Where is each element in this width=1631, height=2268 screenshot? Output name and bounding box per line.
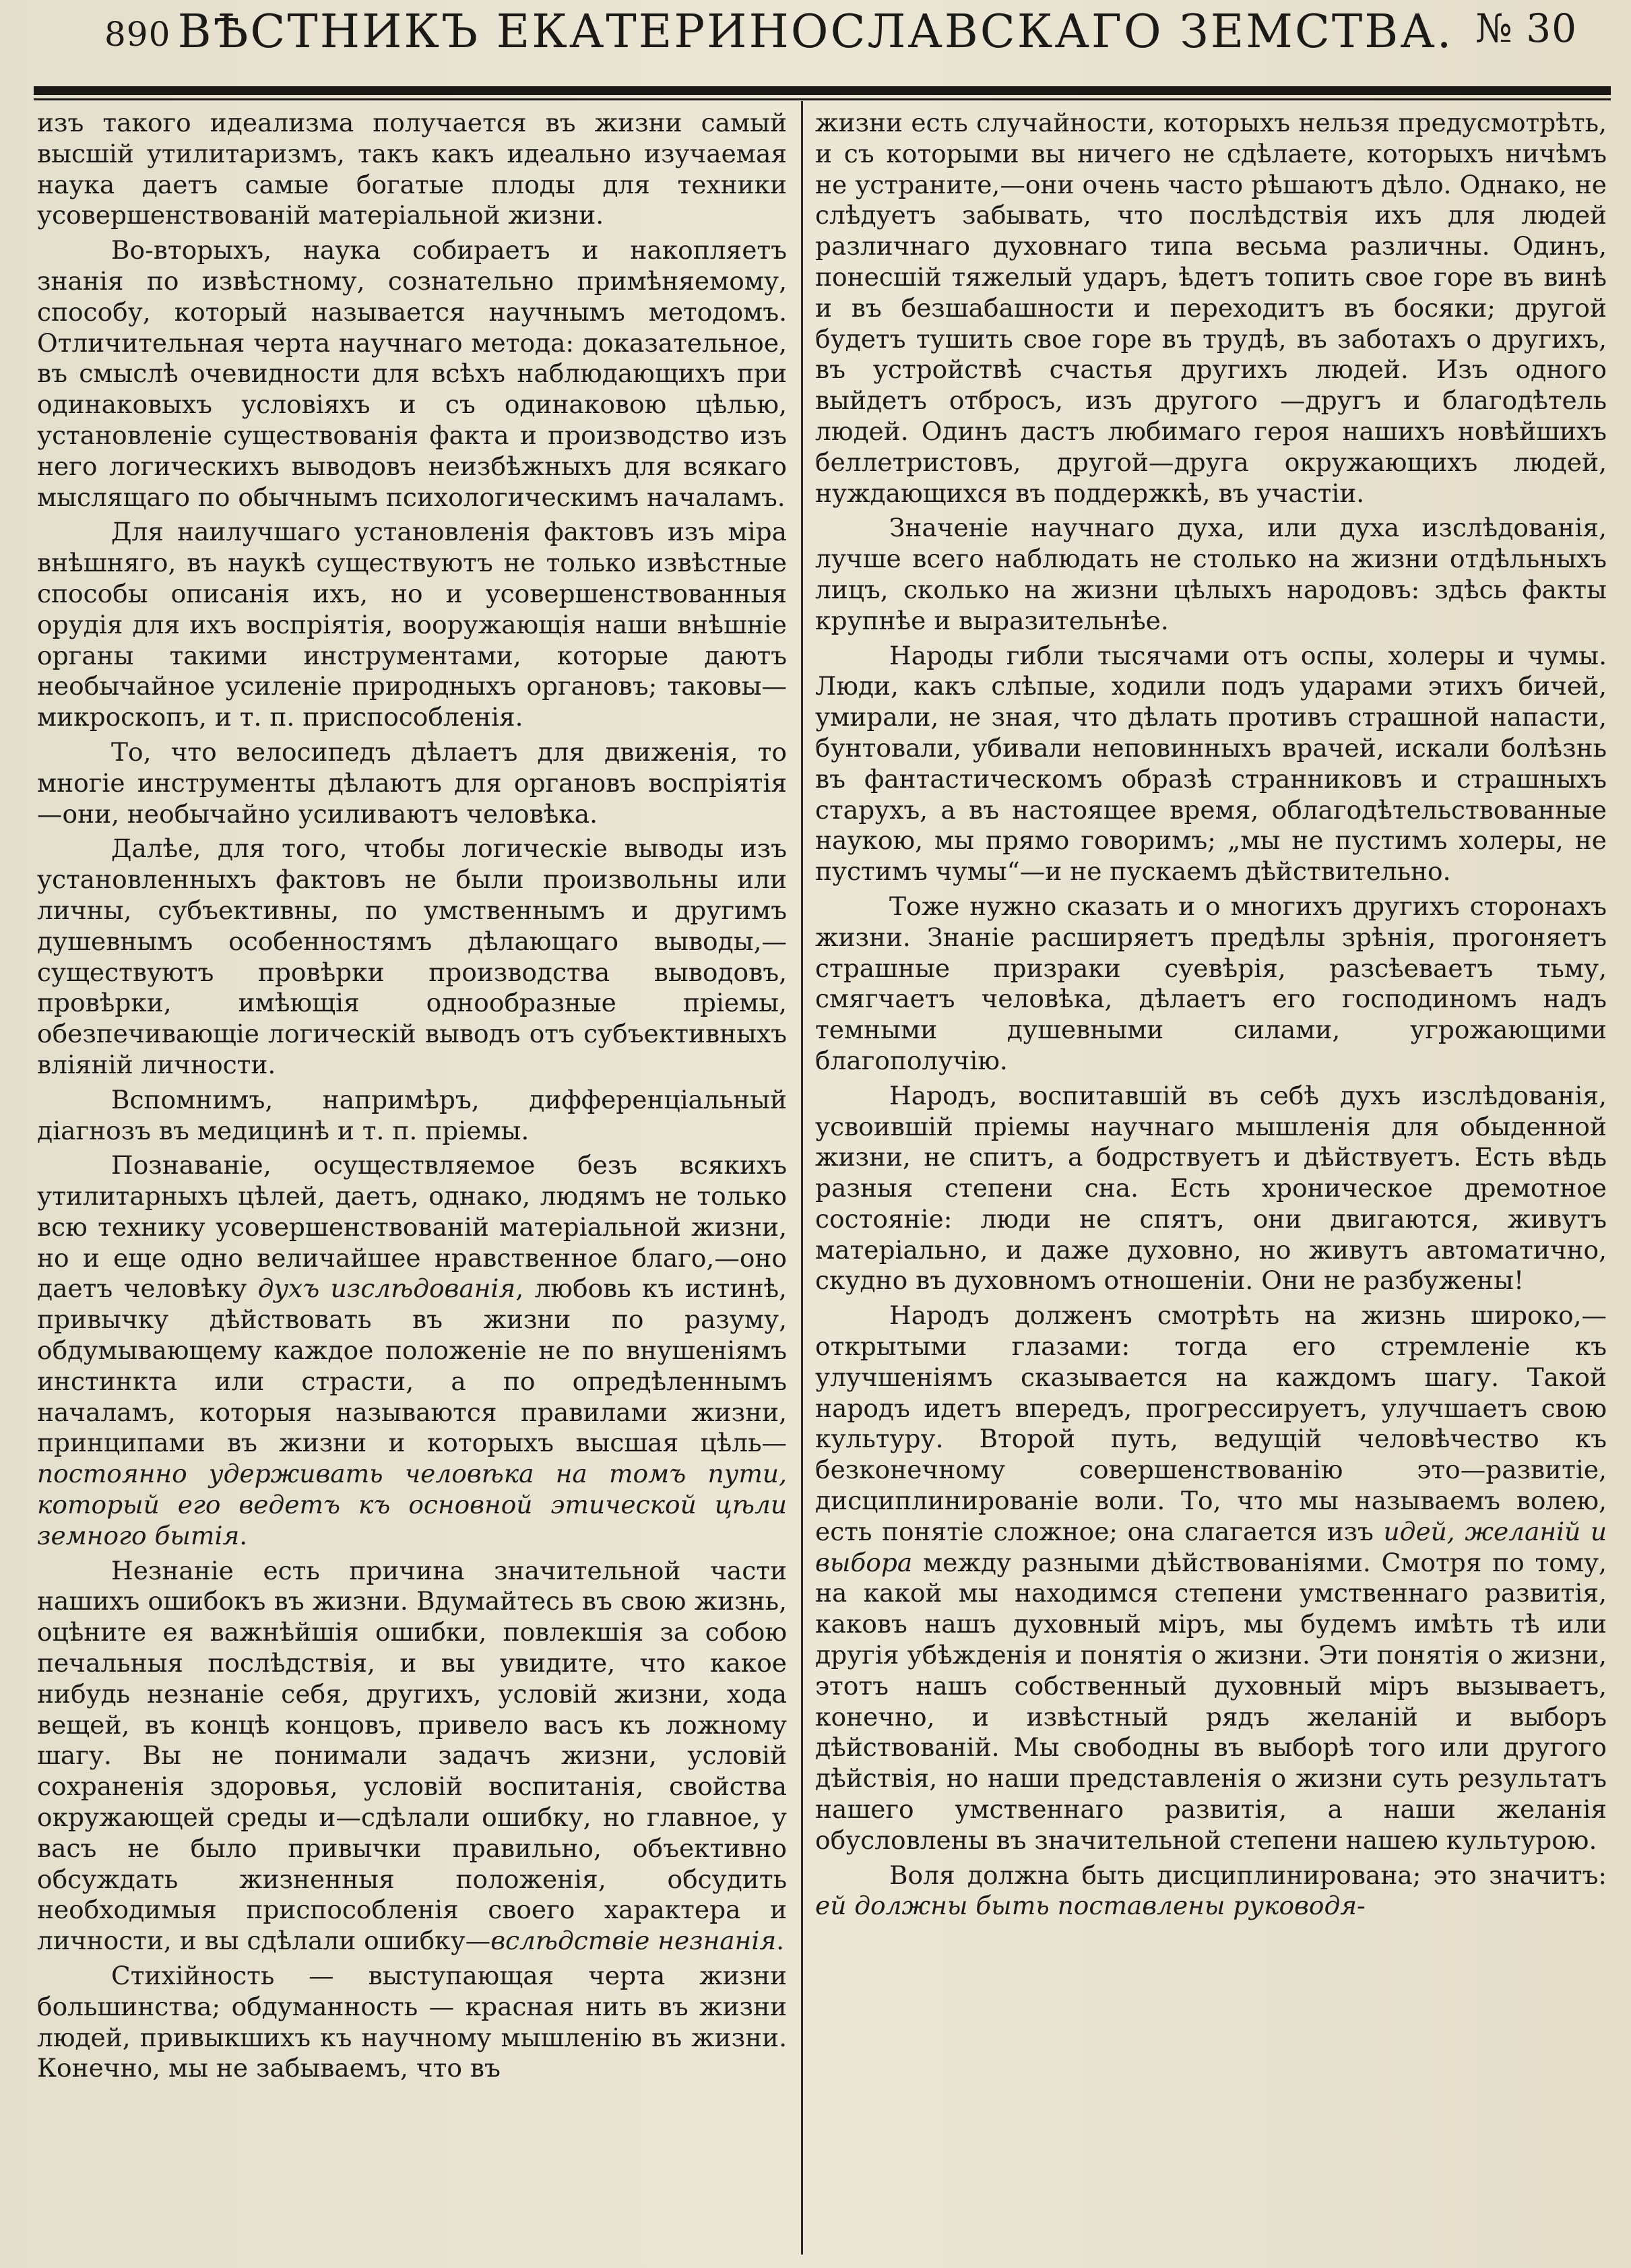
- text-run: Познаваніе, осуществляемое безъ всякихъ утилитарныхъ цѣлей, даетъ, однако, людямъ не только всю технику усовершенствованій матеріальной жизни, но и еще одно величайшее нравственное благо,—оно даетъ человѣку: [37, 1150, 787, 1304]
- paragraph: [37, 1150, 787, 1551]
- paragraph: [37, 1556, 787, 1957]
- header-rule-thin: [34, 98, 1611, 100]
- paragraph: [815, 1300, 1607, 1856]
- paragraph: Далѣе, для того, чтобы логическіе выводы изъ установленныхъ фактовъ не были произвольны или личны, субъективны, по умственнымъ и другимъ душевнымъ особенностямъ дѣлающаго выводы,—существуютъ провѣрки производства выводовъ, провѣрки, имѣющія однообразные пріемы, обезпечивающіе логическій выводъ отъ субъективныхъ вліяній личности.: [37, 833, 787, 1079]
- italic-run: вслѣдствіе незнанія: [490, 1926, 777, 1956]
- paragraph: [815, 1860, 1607, 1922]
- text-run: , любовь къ истинѣ, привычку дѣйствовать въ жизни по разуму, обдумывающему каждое положеніе не по внушеніямъ инстинкта или страсти, а по опредѣленнымъ началамъ, которыя называются правилами жизни, принципами въ жизни и которыхъ высшая цѣль—: [37, 1273, 787, 1458]
- paragraph: Народъ, воспитавшій въ себѣ духъ изслѣдованія, усвоившій пріемы научнаго мышленія для обыденной жизни, не спитъ, а бодрствуетъ и дѣйствуетъ. Есть вѣдь разныя степени сна. Есть хроническое дремотное состояніе: люди не спятъ, они двигаются, живутъ матеріально, и даже духовно, но живутъ автоматично, скудно въ духовномъ отношеніи. Они не разбужены!: [815, 1080, 1607, 1296]
- issue-number: № 30: [1475, 5, 1577, 51]
- header-rule-thick: [34, 86, 1611, 95]
- right-column: [815, 108, 1607, 2261]
- journal-title: ВѢСТНИКЪ ЕКАТЕРИНОСЛАВСКАГО ЗЕМСТВА.: [177, 5, 1454, 59]
- italic-run: идей, желаній и выбора: [815, 1516, 1607, 1577]
- text-run: .: [776, 1926, 785, 1956]
- paragraph: Для наилучшаго установленія фактовъ изъ міра внѣшняго, въ наукѣ существуютъ не только извѣстные способы описанія ихъ, но и усовершенствованныя орудія для ихъ воспріятія, вооружающія наши внѣшніе органы такими инструментами, которые даютъ необычайное усиленіе природныхъ органовъ; таковы—микроскопъ, и т. п. приспособленія.: [37, 517, 787, 732]
- paragraph: изъ такого идеализма получается въ жизни самый высшій утилитаризмъ, такъ какъ идеально изучаемая наука даетъ самые богатые плоды для техники усовершенствованій матеріальной жизни.: [37, 108, 787, 230]
- italic-run: ей должны быть поставлены руководя-: [815, 1891, 1366, 1921]
- text-run: .: [239, 1520, 248, 1550]
- italic-run: духъ изслѣдованія: [257, 1273, 516, 1304]
- text-run: между разными дѣйствованіями. Смотря по тому, на какой мы находимся степени умственнаго развитія, каковъ нашъ духовный міръ, мы будемъ имѣть тѣ или другія убѣжденія и понятія о жизни. Эти понятія о жизни, этотъ нашъ собственный духовный міръ вызываетъ, конечно, и извѣстный рядъ желаній и выборъ дѣйствованій. Мы свободны въ выборѣ того или другого дѣйствія, но наши представленія о жизни суть результатъ нашего умственнаго развитія, а наши желанія обусловлены въ значительной степени нашею культурою.: [815, 1547, 1607, 1855]
- page-number: 890: [104, 15, 171, 54]
- paragraph: Вспомнимъ, напримѣръ, дифференціальный діагнозъ въ медицинѣ и т. п. пріемы.: [37, 1084, 787, 1145]
- paragraph: Тоже нужно сказать и о многихъ другихъ сторонахъ жизни. Знаніе расширяетъ предѣлы зрѣнія, прогоняетъ страшные призраки суевѣрія, разсѣеваетъ тьму, смягчаетъ человѣка, дѣлаетъ его господиномъ надъ темными душевными силами, угрожающими благополучію.: [815, 891, 1607, 1075]
- text-run: Народъ долженъ смотрѣть на жизнь широко,—открытыми глазами: тогда его стремленіе къ улучшеніямъ сказывается на каждомъ шагу. Такой народъ идетъ впередъ, прогрессируетъ, улучшаетъ свою культуру. Второй путь, ведущій человѣчество къ безконечному совершенствованію это—развитіе, дисциплинированіе воли. То, что мы называемъ волею, есть понятіе сложное; она слагается изъ: [815, 1300, 1607, 1546]
- text-run: Незнаніе есть причина значительной части нашихъ ошибокъ въ жизни. Вдумайтесь въ свою жизнь, оцѣните ея важнѣйшія ошибки, повлекшія за собою печальныя послѣдствія, и вы увидите, что какое нибудь незнаніе себя, другихъ, условій жизни, хода вещей, въ концѣ концовъ, привело васъ къ ложному шагу. Вы не понимали задачъ жизни, условій сохраненія здоровья, условій воспитанія, свойства окружающей среды и—сдѣлали ошибку, но главное, у васъ не было привычки правильно, объективно обсуждать жизненныя положенія, обсудить необходимыя приспособленія своего характера и личности, и вы сдѣлали ошибку—: [37, 1555, 787, 1956]
- paragraph: Во-вторыхъ, наука собираетъ и накопляетъ знанія по извѣстному, сознательно примѣняемому, способу, который называется научнымъ методомъ. Отличительная черта научнаго метода: доказательное, въ смыслѣ очевидности для всѣхъ наблюдающихъ при одинаковыхъ условіяхъ и съ одинаковою цѣлью, установленіе существованія факта и производство изъ него логическихъ выводовъ неизбѣжныхъ для всякаго мыслящаго по обычнымъ психологическимъ началамъ.: [37, 235, 787, 512]
- paragraph: Стихійность — выступающая черта жизни большинства; обдуманность — красная нить въ жизни людей, привыкшихъ къ научному мышленію въ жизни. Конечно, мы не забываемъ, что въ: [37, 1961, 787, 2083]
- column-divider: [801, 101, 803, 2255]
- italic-run: постоянно удерживать человѣка на томъ пути, который его ведетъ къ основной этической цѣли земного бытія: [37, 1459, 787, 1550]
- paragraph: То, что велосипедъ дѣлаетъ для движенія, то многіе инструменты дѣлаютъ для органовъ воспріятія—они, необычайно усиливаютъ человѣка.: [37, 736, 787, 829]
- paragraph: Значеніе научнаго духа, или духа изслѣдованія, лучше всего наблюдать не столько на жизни отдѣльныхъ лицъ, сколько на жизни цѣлыхъ народовъ: здѣсь факты крупнѣе и выразительнѣе.: [815, 513, 1607, 635]
- paragraph: жизни есть случайности, которыхъ нельзя предусмотрѣть, и съ которыми вы ничего не сдѣлаете, которыхъ ничѣмъ не устраните,—они очень часто рѣшаютъ дѣло. Однако, не слѣдуетъ забывать, что послѣдствія ихъ для людей различнаго духовнаго типа весьма различны. Одинъ, понесшій тяжелый ударъ, ѣдетъ топить свое горе въ винѣ и въ безшабашности и переходитъ въ босяки; другой будетъ тушить свое горе въ трудѣ, въ заботахъ о другихъ, въ устройствѣ счастья другихъ людей. Изъ одного выйдетъ отбросъ, изъ другого —другъ и благодѣтель людей. Одинъ дастъ любимаго героя нашихъ новѣйшихъ беллетристовъ, другой—друга окружающихъ людей, нуждающихся въ поддержкѣ, въ участіи.: [815, 108, 1607, 508]
- paragraph: Народы гибли тысячами отъ оспы, холеры и чумы. Люди, какъ слѣпые, ходили подъ ударами этихъ бичей, умирали, не зная, что дѣлать противъ страшной напасти, бунтовали, убивали неповинныхъ врачей, искали болѣзнь въ фантастическомъ образѣ странниковъ и страшныхъ старухъ, а въ настоящее время, облагодѣтельствованные наукою, мы прямо говоримъ; „мы не пустимъ холеры, не пустимъ чумы“—и не пускаемъ дѣйствительно.: [815, 640, 1607, 887]
- text-run: Воля должна быть дисциплинирована; это значитъ:: [889, 1860, 1607, 1890]
- left-column: [37, 108, 787, 2261]
- page-header: [27, 0, 1604, 61]
